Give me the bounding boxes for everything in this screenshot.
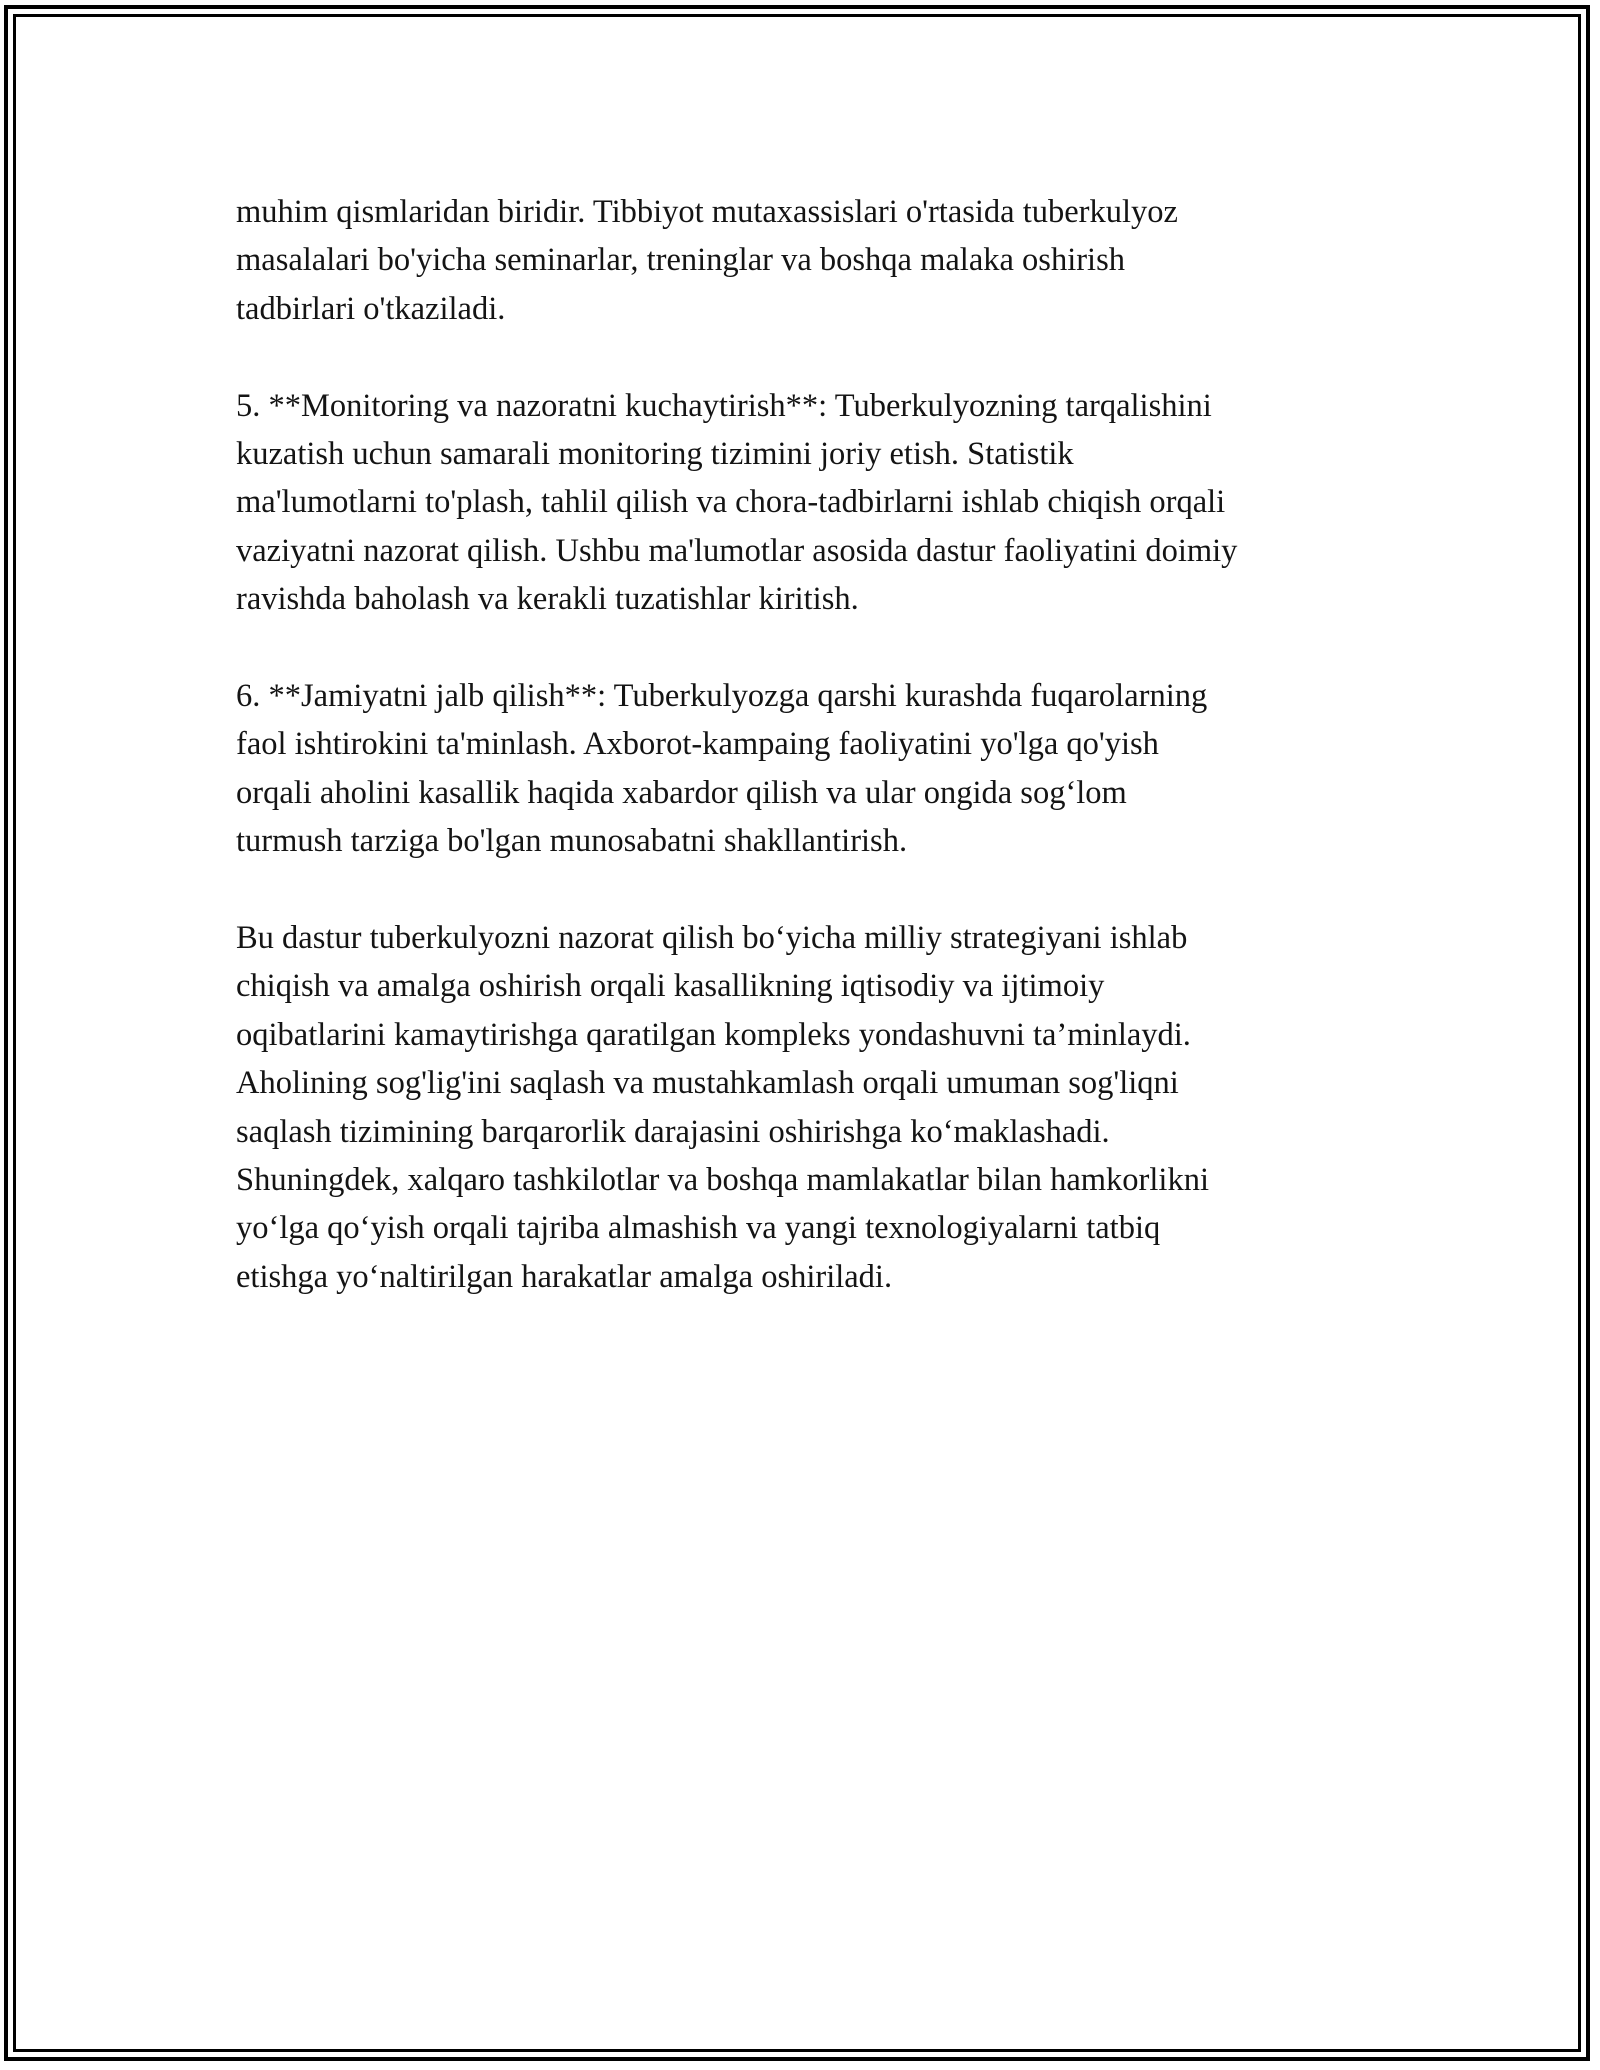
- paragraph-conclusion: Bu dastur tuberkulyozni nazorat qilish bo‘yicha milliy strategiyani ishlab chiqish va amalga oshirish orqali kasallikning iqtisodiy va ijtimoiy oqibatlarini kamaytirishga qaratilgan kompleks yondashuvni ta’minlaydi. Aholining sog'lig'ini saqlash va mustahkamlash orqali umuman sog'liqni saqlash tizimining barqarorlik darajasini oshirishga ko‘maklashadi. Shuningdek, xalqaro tashkilotlar va boshqa mamlakatlar bilan hamkorlikni yo‘lga qo‘yish orqali tajriba almashish va yangi texnologiyalarni tatbiq etishga yo‘naltirilgan harakatlar amalga oshiriladi.: [236, 920, 1209, 1295]
- paragraph-training-continuation: muhim qismlaridan biridir. Tibbiyot mutaxassislari o'rtasida tuberkulyoz masalalari bo'yicha seminarlar, treninglar va boshqa malaka oshirish tadbirlari o'tkaziladi.: [236, 194, 1178, 327]
- document-body: [236, 188, 1386, 1350]
- paragraph-monitoring: 5. **Monitoring va nazoratni kuchaytirish**: Tuberkulyozning tarqalishini kuzatish uchun samarali monitoring tizimini joriy etish. Statistik ma'lumotlarni to'plash, tahlil qilish va chora-tadbirlarni ishlab chiqish orqali vaziyatni nazorat qilish. Ushbu ma'lumotlar asosida dastur faoliyatini doimiy ravishda baholash va kerakli tuzatishlar kiritish.: [236, 387, 1238, 618]
- paragraph-community-engagement: 6. **Jamiyatni jalb qilish**: Tuberkulyozga qarshi kurashda fuqarolarning faol ishtirokini ta'minlash. Axborot-kampaing faoliyatini yo'lga qo'yish orqali aholini kasallik haqida xabardor qilish va ular ongida sog‘lom turmush tarziga bo'lgan munosabatni shakllantirish.: [236, 678, 1208, 860]
